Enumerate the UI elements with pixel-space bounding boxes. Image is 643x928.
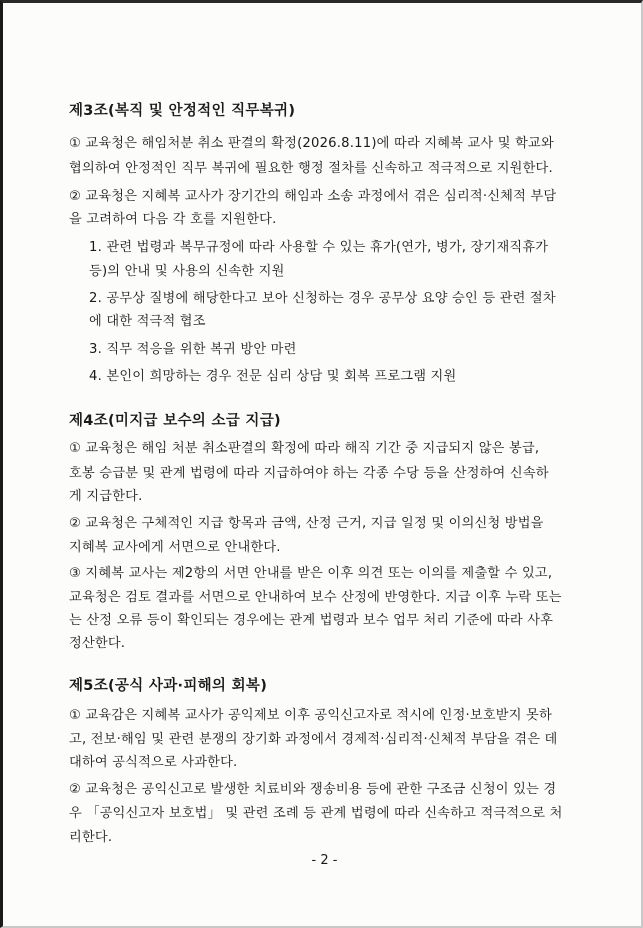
article-3-item-1: 1. 관련 법령과 복무규정에 따라 사용할 수 있는 휴가(연가, 병가, 장기재직휴가 — [89, 240, 549, 255]
article-4-line-1: ① 교육청은 해임 처분 취소판결의 확정에 따라 해직 기간 중 지급되지 않은 봉급, — [69, 441, 540, 456]
article-5-line-1: ① 교육감은 지혜복 교사가 공익제보 이후 공익신고자로 적시에 인정·보호받지 못하 — [69, 708, 552, 723]
article-4-line-8: 는 산정 오류 등이 확인되는 경우에는 관계 법령과 보수 업무 처리 기준에 따라 사후 — [69, 613, 554, 628]
article-4-line-6: ③ 지혜복 교사는 제2항의 서면 안내를 받은 이후 의견 또는 이의를 제출할 수 있고, — [69, 566, 553, 581]
article-3-item-2-cont: 에 대한 적극적 협조 — [89, 314, 206, 329]
article-5-line-4: ② 교육청은 공익신고로 발생한 치료비와 쟁송비용 등에 관한 구조금 신청이 있는 경 — [69, 782, 557, 797]
article-4-line-7: 교육청은 검토 결과를 서면으로 안내하여 보수 산정에 반영한다. 지급 이후 누락 또는 — [69, 590, 562, 605]
article-4-line-4: ② 교육청은 구체적인 지급 항목과 금액, 산정 근거, 지급 일정 및 이의신청 방법을 — [69, 516, 544, 531]
article-3-item-3: 3. 직무 적응을 위한 복귀 방안 마련 — [89, 342, 297, 357]
article-3-line-1: ① 교육청은 해임처분 취소 판결의 확정(2026.8.11)에 따라 지혜복 교사 및 학교와 — [69, 136, 554, 151]
article-3-item-2: 2. 공무상 질병에 해당한다고 보아 신청하는 경우 공무상 요양 승인 등 관련 절차 — [89, 291, 556, 306]
article-3-line-2: 협의하여 안정적인 직무 복귀에 필요한 행정 절차를 신속하고 적극적으로 지원한다. — [69, 161, 553, 176]
article-5-title: 제5조(공식 사과·피해의 회복) — [69, 678, 268, 694]
article-3-title: 제3조(복직 및 안정적인 직무복귀) — [69, 103, 296, 119]
article-4-line-3: 게 지급한다. — [69, 489, 143, 504]
article-5-line-2: 고, 전보·해임 및 관련 분쟁의 장기화 과정에서 경제적·심리적·신체적 부담을 겪은 데 — [69, 732, 558, 747]
article-4-title: 제4조(미지급 보수의 소급 지급) — [69, 413, 281, 429]
article-3-line-3: ② 교육청은 지혜복 교사가 장기간의 해임과 소송 과정에서 겪은 심리적·신체적 부담 — [69, 189, 557, 204]
article-4-line-5: 지혜복 교사에게 서면으로 안내한다. — [69, 540, 281, 555]
article-5-line-5: 우 「공익신고자 보호법」 및 관련 조례 등 관계 법령에 따라 신속하고 적극적으로 처 — [69, 806, 563, 821]
article-5-line-6: 리한다. — [69, 830, 113, 845]
article-3-line-4: 을 고려하여 다음 각 호를 지원한다. — [69, 212, 277, 227]
article-4-line-2: 호봉 승급분 및 관계 법령에 따라 지급하여야 하는 각종 수당 등을 산정하여 신속하 — [69, 466, 549, 481]
article-4-line-9: 정산한다. — [69, 636, 126, 651]
article-3-item-1-cont: 등)의 안내 및 사용의 신속한 지원 — [89, 264, 285, 279]
article-3-item-4: 4. 본인이 희망하는 경우 전문 심리 상담 및 회복 프로그램 지원 — [89, 369, 457, 384]
page-number: - 2 - — [311, 853, 338, 868]
article-5-line-3: 대하여 공식적으로 사과한다. — [69, 755, 238, 770]
